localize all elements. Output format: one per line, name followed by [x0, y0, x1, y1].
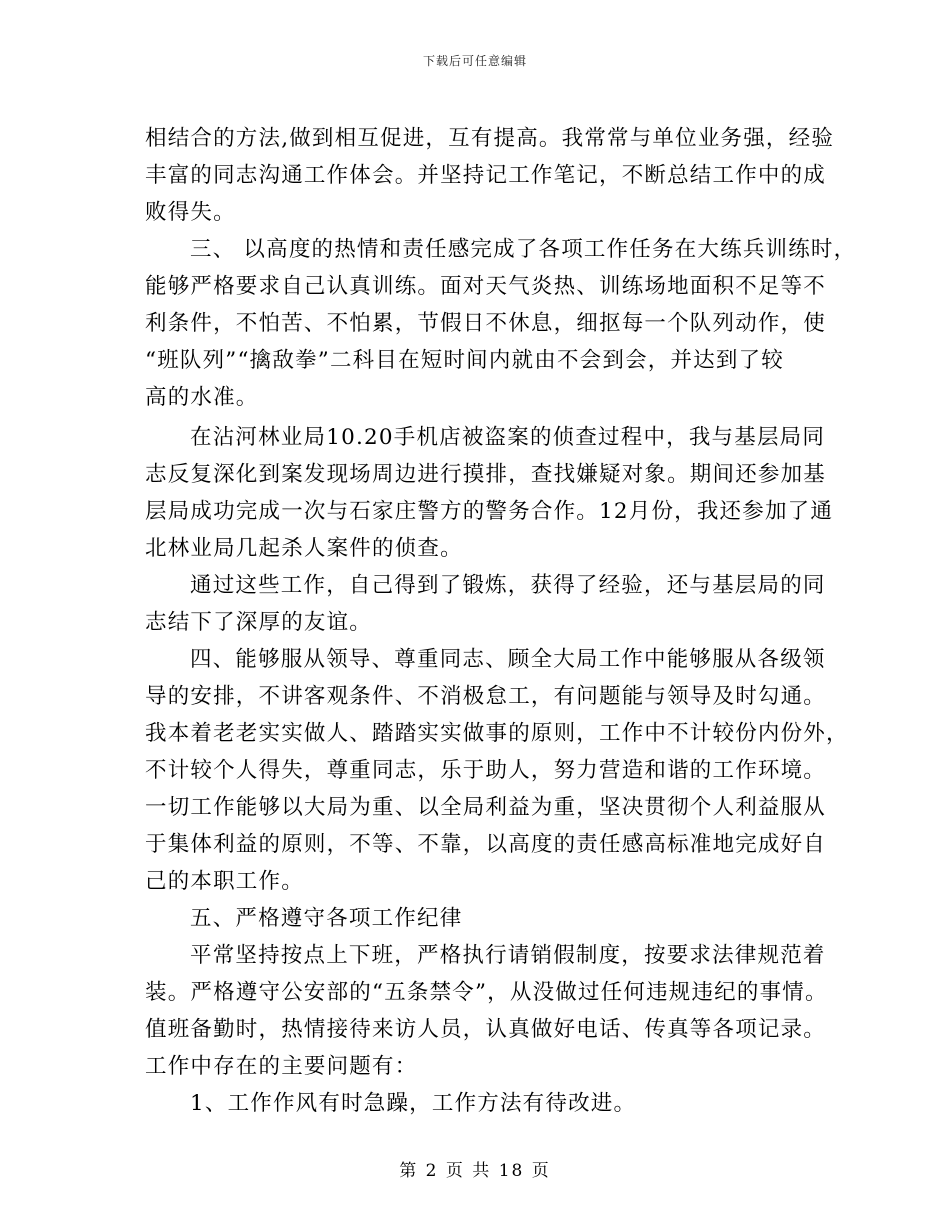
- text-line: 相结合的方法,做到相互促进，互有提高。我常常与单位业务强，经验: [145, 126, 835, 151]
- text-line: 通过这些工作，自己得到了锻炼，获得了经验，还与基层局的同: [190, 573, 826, 598]
- text-line: 导的安排，不讲客观条件、不消极怠工，有问题能与领导及时勾通。: [145, 684, 827, 709]
- text-line: 志反复深化到案发现场周边进行摸排，查找嫌疑对象。期间还参加基: [145, 462, 827, 487]
- text-line: 志结下了深厚的友谊。: [145, 610, 373, 635]
- text-line: 三、 以高度的热情和责任感完成了各项工作任务在大练兵训练时，: [190, 237, 857, 262]
- text-line: “班队列”“擒敌拳”二科目在短时间内就由不会到会，并达到了较: [145, 348, 784, 373]
- text-line: 利条件，不怕苦、不怕累，节假日不休息，细抠每一个队列动作，使: [145, 311, 827, 336]
- text-line: 败得失。: [145, 200, 236, 225]
- text-line: 装。严格遵守公安部的“五条禁令”，从没做过任何违规违纪的事情。: [145, 980, 828, 1005]
- text-line: 我本着老老实实做人、踏踏实实做事的原则，工作中不计较份内份外，: [145, 721, 849, 746]
- text-line: 一切工作能够以大局为重、以全局利益为重，坚决贯彻个人利益服从: [145, 795, 827, 820]
- page-header: 下载后可任意编辑: [422, 54, 527, 68]
- text-line: 北林业局几起杀人案件的侦查。: [145, 536, 463, 561]
- text-line: 层局成功完成一次与石家庄警方的警务合作。12月份，我还参加了通: [145, 499, 834, 524]
- text-line: 在沾河林业局10.20手机店被盗案的侦查过程中，我与基层局同: [190, 425, 826, 450]
- text-line: 高的水准。: [145, 385, 259, 410]
- text-line: 己的本职工作。: [145, 869, 304, 894]
- text-line: 丰富的同志沟通工作体会。并坚持记工作笔记，不断总结工作中的成: [145, 163, 827, 188]
- text-line: 平常坚持按点上下班，严格执行请销假制度，按要求法律规范着: [190, 943, 826, 968]
- text-line: 值班备勤时，热情接待来访人员，认真做好电话、传真等各项记录。: [145, 1017, 827, 1042]
- text-line: 不计较个人得失，尊重同志，乐于助人，努力营造和谐的工作环境。: [145, 758, 827, 783]
- text-line: 1、工作作风有时急躁，工作方法有待改进。: [190, 1091, 637, 1116]
- page-footer: 第 2 页 共 18 页: [399, 1161, 551, 1181]
- text-line: 工作中存在的主要问题有：: [145, 1054, 418, 1079]
- text-line: 于集体利益的原则，不等、不靠，以高度的责任感高标准地完成好自: [145, 832, 827, 857]
- text-line: 五、严格遵守各项工作纪律: [190, 906, 463, 931]
- text-line: 四、能够服从领导、尊重同志、顾全大局工作中能够服从各级领: [190, 647, 826, 672]
- text-line: 能够严格要求自己认真训练。面对天气炎热、训练场地面积不足等不: [145, 274, 827, 299]
